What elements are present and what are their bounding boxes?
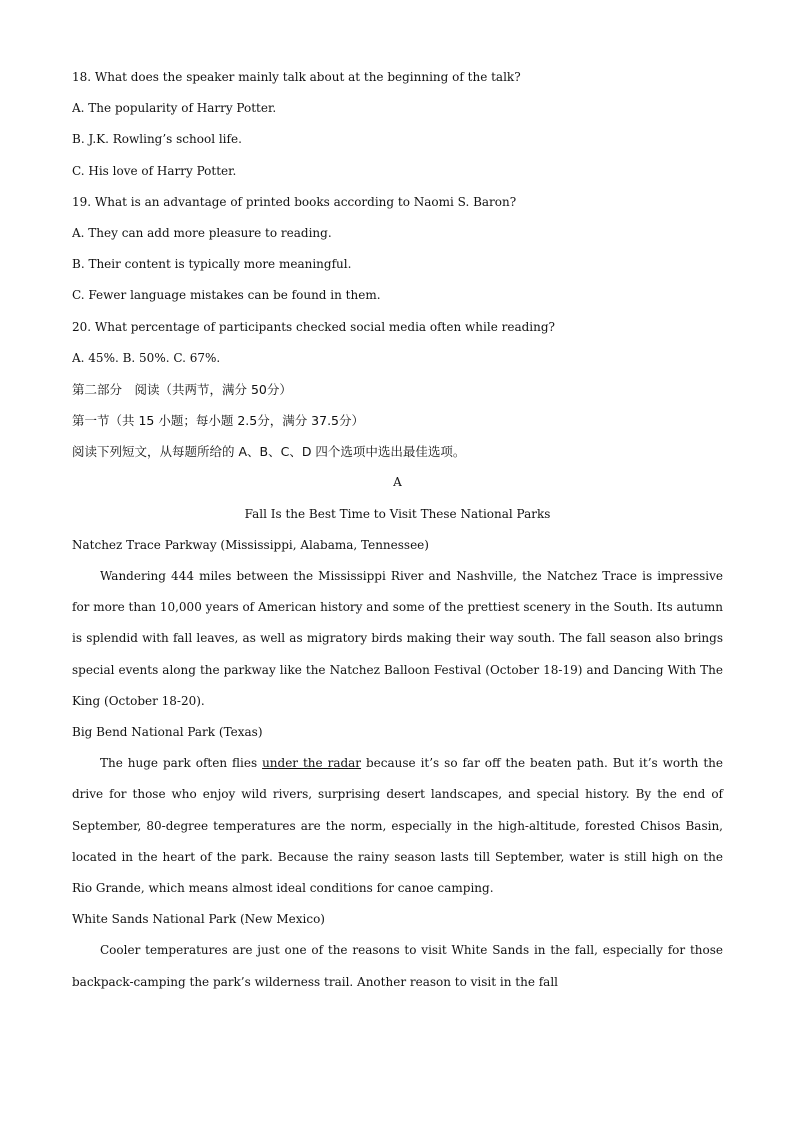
park-description: Cooler temperatures are just one of the reasons to visit White Sands in the fall, especially for those backpack-camping the park’s wilderness trail. Another reason to visit in the fall xyxy=(72,943,723,989)
description-text: because it’s so far off the beaten path. But it’s worth the drive for those who enjoy wild rivers, surprising desert landscapes, and special history. By the end of September, 80-degree temperatures are the norm, especially in the high-altitude, forested Chisos Basin, located in the heart of the park. Because the rainy season lasts till September, water is still high on the Rio Grande, which means almost ideal conditions for canoe camping. xyxy=(72,756,723,896)
park-heading: Big Bend National Park (Texas) xyxy=(72,725,263,740)
passage-label: A xyxy=(393,475,402,490)
question-20 xyxy=(72,312,723,374)
answer-option: B. Their content is typically more meaningful. xyxy=(72,257,352,272)
answer-option: A. The popularity of Harry Potter. xyxy=(72,101,277,116)
answer-option: B. J.K. Rowling’s school life. xyxy=(72,132,242,147)
park-description: Wandering 444 miles between the Mississippi River and Nashville, the Natchez Trace is impressive for more than 10,000 years of American history and some of the prettiest scenery in the South. Its autumn is splendid with fall leaves, as well as migratory birds making their way south. The fall season also brings special events along the parkway like the Natchez Balloon Festival (October 18-19) and Dancing With The King (October 18-20). xyxy=(72,569,723,708)
answer-option: A. They can add more pleasure to reading. xyxy=(72,225,332,240)
exam-page xyxy=(72,62,723,998)
underlined-phrase: under the radar xyxy=(262,756,362,771)
park-description xyxy=(72,748,723,904)
question-stem: 20. What percentage of participants checked social media often while reading? xyxy=(72,319,555,334)
question-19 xyxy=(72,187,723,312)
description-text: The huge park often flies xyxy=(100,756,263,771)
answer-option: C. Fewer language mistakes can be found in them. xyxy=(72,288,381,303)
question-stem: 18. What does the speaker mainly talk about at the beginning of the talk? xyxy=(72,70,521,84)
question-stem: 19. What is an advantage of printed books according to Naomi S. Baron? xyxy=(72,194,517,209)
reading-section-header xyxy=(72,374,723,468)
park-heading: Natchez Trace Parkway (Mississippi, Alabama, Tennessee) xyxy=(72,537,429,552)
passage-a xyxy=(72,467,723,997)
answer-option: C. His love of Harry Potter. xyxy=(72,163,237,178)
question-18 xyxy=(72,62,723,187)
park-heading: White Sands National Park (New Mexico) xyxy=(72,912,325,927)
answer-options-inline: A. 45%. B. 50%. C. 67%. xyxy=(72,350,221,365)
passage-title: Fall Is the Best Time to Visit These National Parks xyxy=(244,506,551,521)
section-instruction: 阅读下列短文，从每题所给的 A、B、C、D 四个选项中选出最佳选项。 xyxy=(72,444,466,460)
section-part-title: 第二部分 阅读（共两节，满分 50分） xyxy=(72,381,292,397)
subsection-title: 第一节（共 15 小题；每小题 2.5分，满分 37.5分） xyxy=(72,413,365,429)
